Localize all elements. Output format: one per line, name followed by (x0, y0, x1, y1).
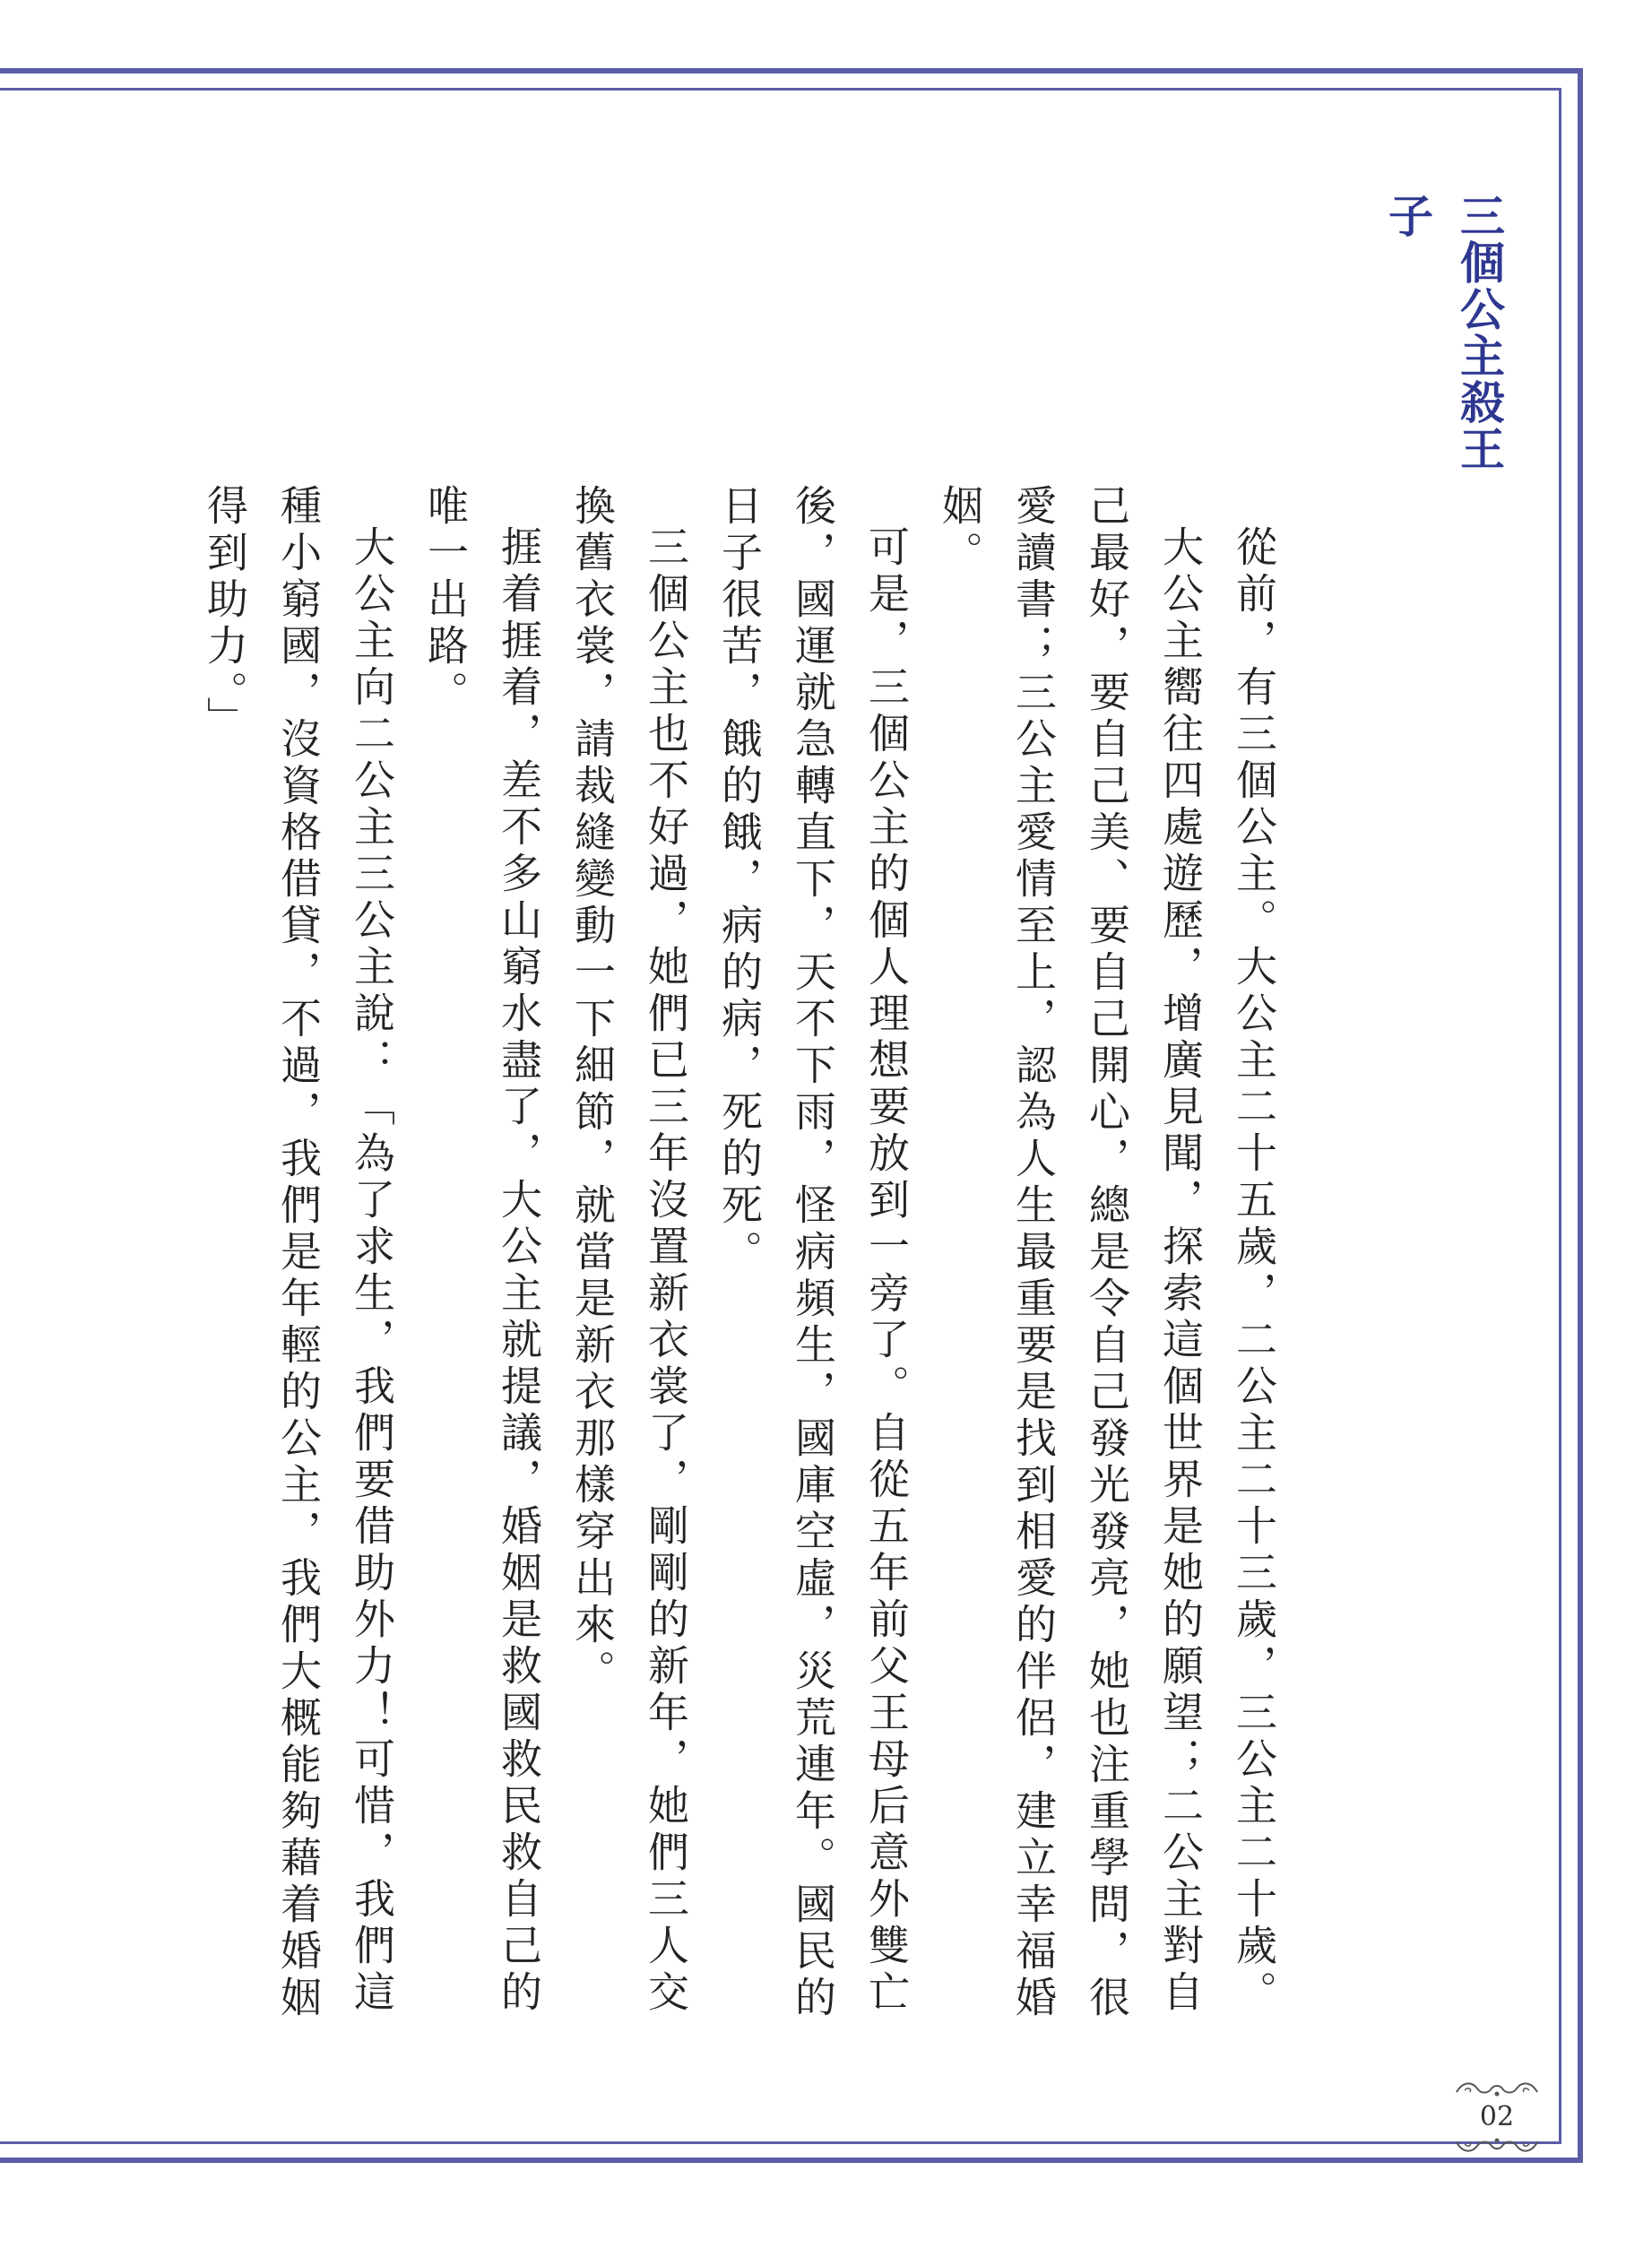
body-text (201, 484, 1291, 2026)
flourish-bottom-icon (1452, 2135, 1542, 2155)
page-number-block (1448, 2080, 1546, 2165)
paragraph: 可是，三個公主的個人理想要放到一旁了。自從五年前父王母后意外雙亡後，國運就急轉直下，天不下雨，怪病頻生，國庫空虛，災荒連年。國民的日子很苦，餓的餓，病的病，死的死。 (715, 484, 911, 2022)
paragraph: 大公主嚮往四處遊歷，增廣見聞，探索這個世界是她的願望；二公主對自己最好，要自己美、要自己開心，總是令自己發光發亮，她也注重學問，很愛讀書；三公主愛情至上，認為人生最重要是找到相愛的伴侶，建立幸福婚姻。 (936, 484, 1205, 2022)
paragraph: 三個公主也不好過，她們已三年沒置新衣裳了，剛剛的新年，她們三人交換舊衣裳，請裁縫變動一下細節，就當是新衣那樣穿出來。 (568, 484, 690, 2017)
paragraph: 大公主向二公主三公主說：「為了求生，我們要借助外力！可惜，我們這種小窮國，沒資格借貸，不過，我們是年輕的公主，我們大概能夠藉着婚姻得到助力。」 (201, 484, 396, 2022)
flourish-top-icon (1452, 2080, 1542, 2099)
running-title: 三個公主殺王子 (1381, 193, 1506, 472)
paragraph: 從前，有三個公主。大公主二十五歲，二公主二十三歲，三公主二十歲。 (1230, 525, 1278, 2017)
paragraph: 捱着捱着，差不多山窮水盡了，大公主就提議，婚姻是救國救民救自己的唯一出路。 (421, 484, 543, 2017)
page-number: 02 (1479, 2101, 1515, 2132)
